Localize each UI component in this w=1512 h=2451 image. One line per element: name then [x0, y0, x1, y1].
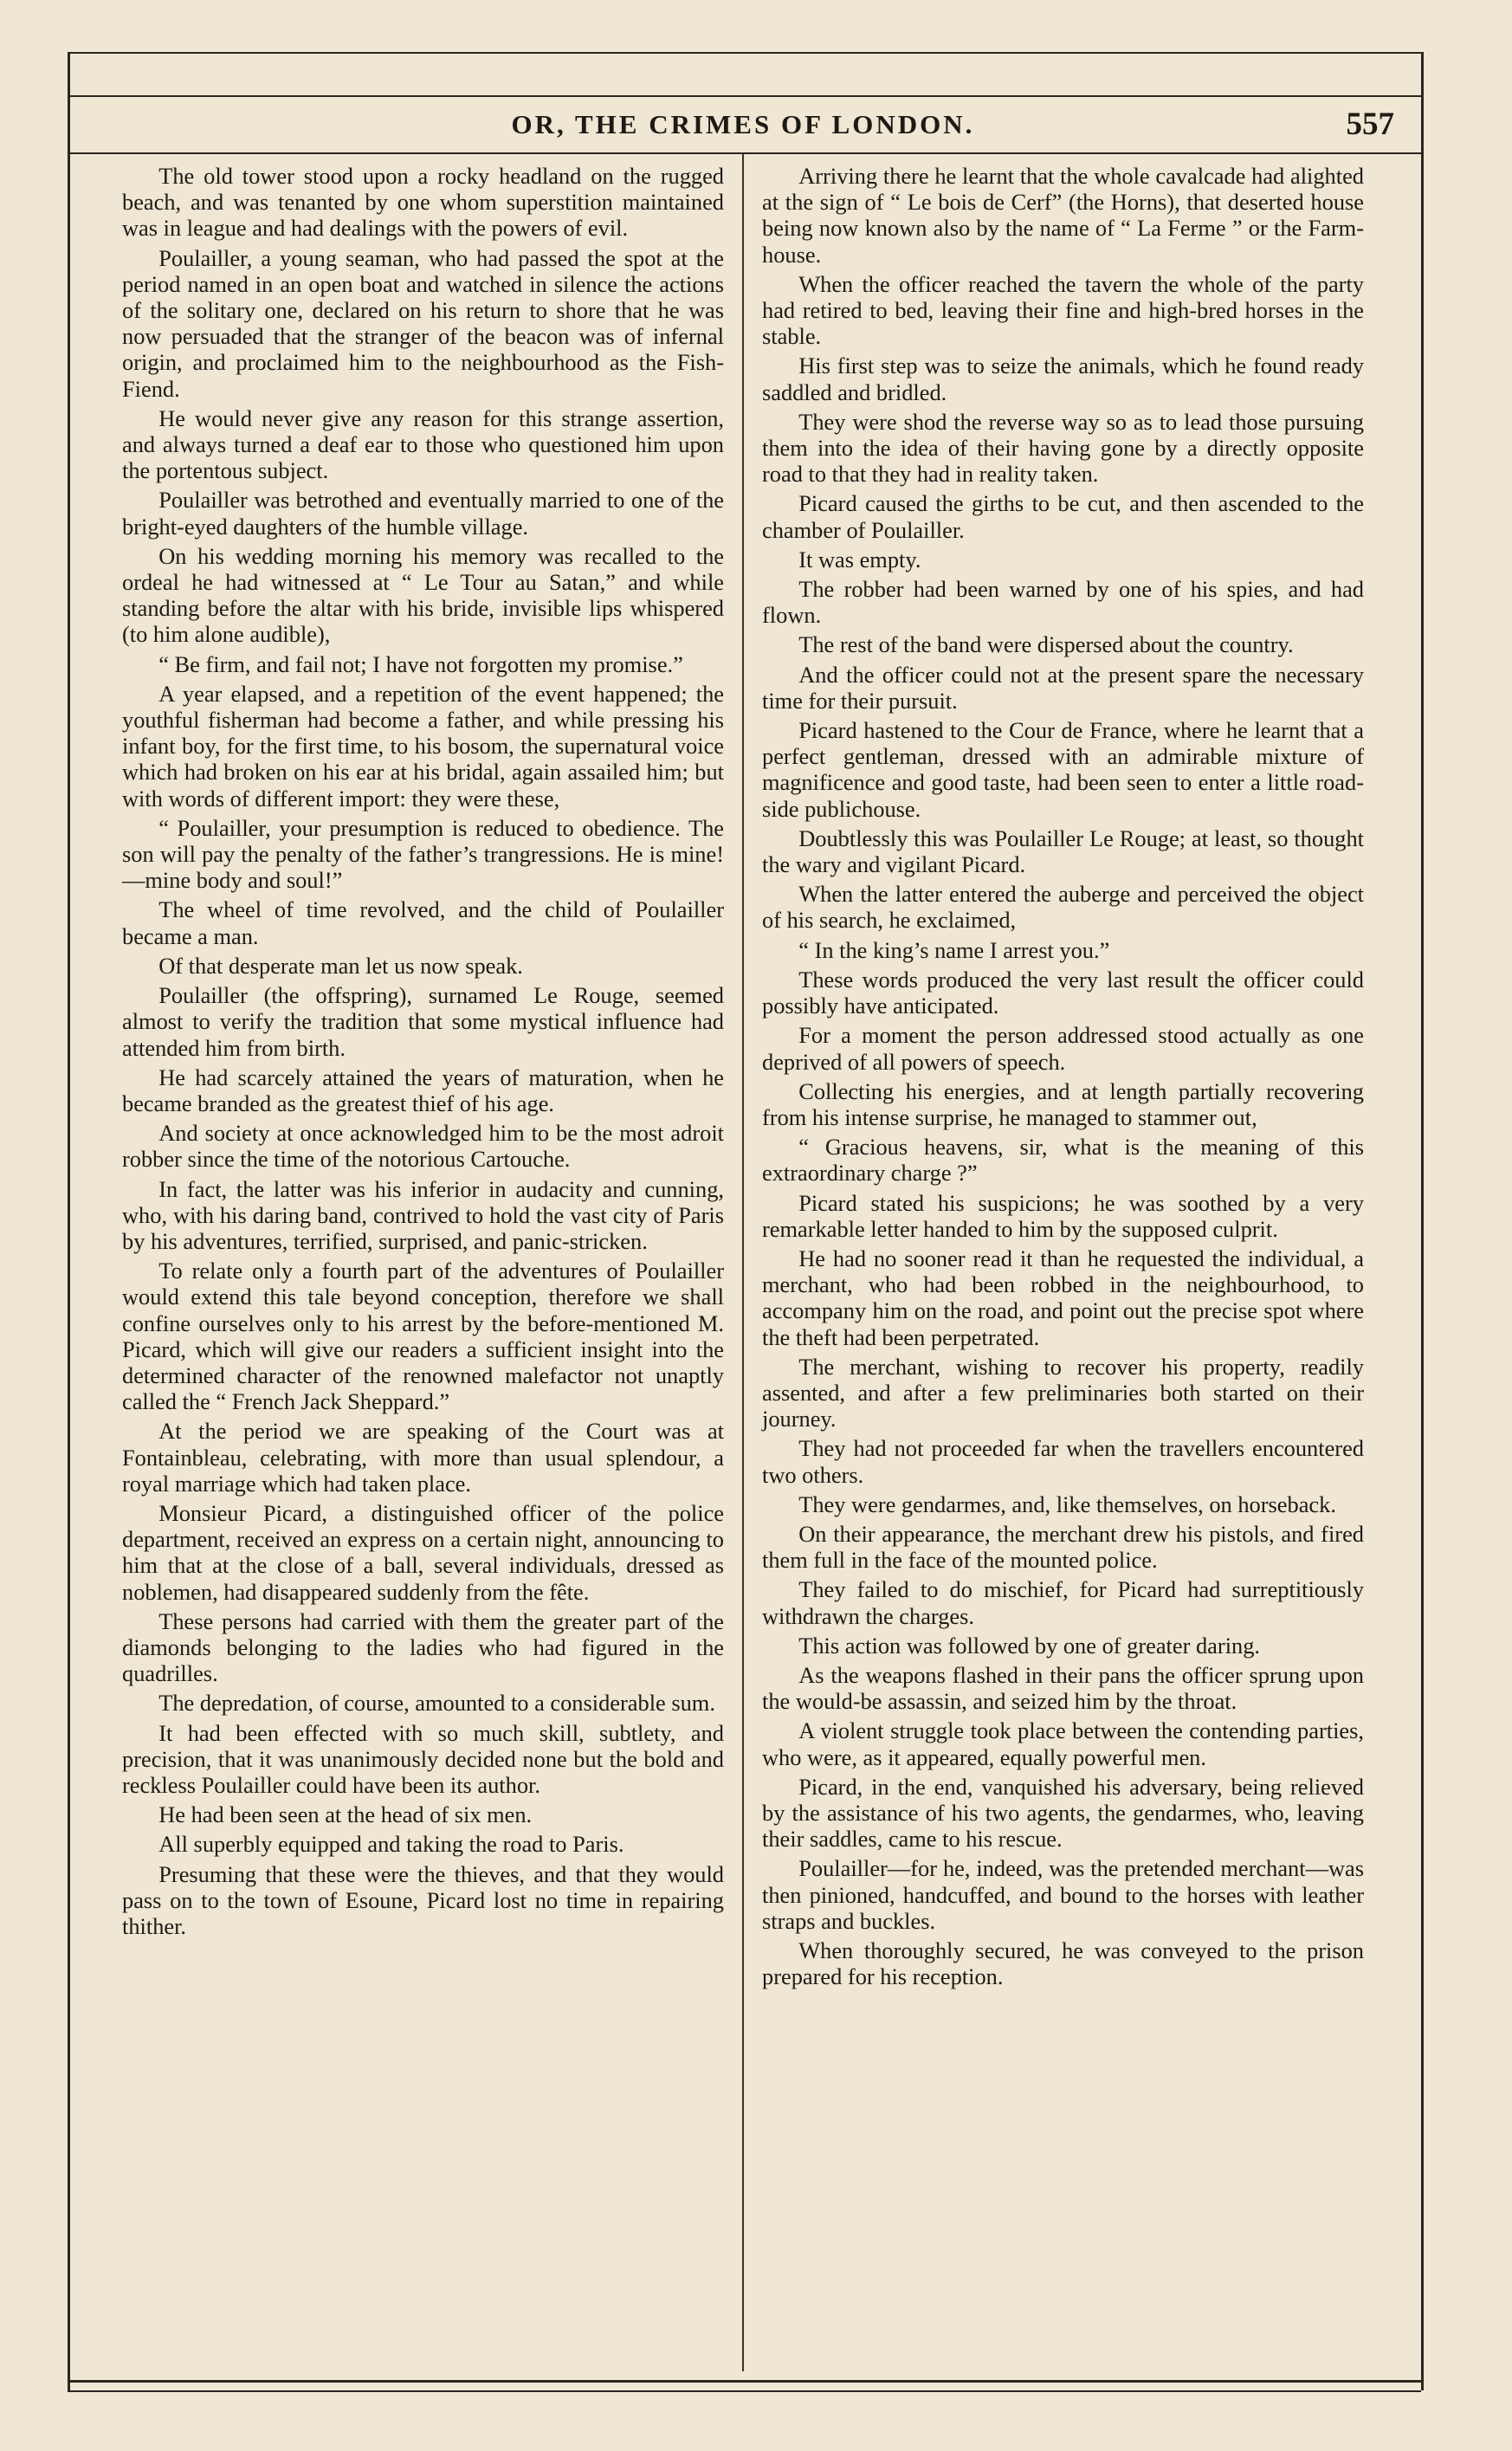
header-rule-bottom [68, 152, 1421, 154]
paragraph: Picard caused the girths to be cut, and then ascended to the chamber of Poulailler. [762, 490, 1364, 543]
paragraph: Poulailler (the offspring), surnamed Le Rouge, seemed almost to verify the tradition that some mystical influence had attended him from birth. [122, 982, 724, 1061]
paragraph: Monsieur Picard, a distinguished officer of the police department, received an express on a certain night, announcing to him that at the close of a ball, several individuals, dressed as noblemen, had disappeared suddenly from the fête. [122, 1499, 724, 1605]
paragraph: Poulailler, a young seaman, who had passed the spot at the period named in an open boat and watched in silence the actions of the solitary one, declared on his return to shore that he was now persuaded that the stranger of the beacon was of infernal origin, and proclaimed him to the neighbourhood as the Fish-Fiend. [122, 244, 724, 402]
paragraph: These words produced the very last result the officer could possibly have anticipated. [762, 966, 1364, 1019]
paragraph: And the officer could not at the present spare the necessary time for their pursuit. [762, 661, 1364, 714]
bottom-rule [68, 2380, 1421, 2383]
running-header [69, 102, 1417, 151]
paragraph: The merchant, wishing to recover his property, readily assented, and after a few preliminaries both started on their journey. [762, 1353, 1364, 1432]
paragraph: These persons had carried with them the greater part of the diamonds belonging to the ladies who had figured in the quadrilles. [122, 1607, 724, 1687]
paragraph: Collecting his energies, and at length partially recovering from his intense surprise, he managed to stammer out, [762, 1077, 1364, 1130]
paragraph: At the period we are speaking of the Court was at Fontainbleau, celebrating, with more than usual splendour, a royal marriage which had taken place. [122, 1418, 724, 1497]
paragraph: Presuming that these were the thieves, and that they would pass on to the town of Esoune, Picard lost no time in repairing thither. [122, 1860, 724, 1939]
paragraph: On his wedding morning his memory was recalled to the ordeal he had witnessed at “ Le Tour au Satan,” and while standing before the altar with his bride, invisible lips whispered (to him alone audible), [122, 542, 724, 648]
paragraph: The depredation, of course, amounted to a considerable sum. [158, 1690, 715, 1717]
column-divider [742, 154, 744, 2371]
paragraph: The robber had been warned by one of his spies, and had flown. [762, 576, 1364, 629]
right-column [762, 163, 1364, 1993]
paragraph: As the weapons flashed in their pans the officer sprung upon the would-be assassin, and seized him by the throat. [762, 1661, 1364, 1715]
paragraph: Of that desperate man let us now speak. [158, 952, 523, 979]
paragraph: On their appearance, the merchant drew his pistols, and fired them full in the face of the mounted police. [762, 1520, 1364, 1574]
paragraph: A year elapsed, and a repetition of the event happened; the youthful fisherman had become a father, and while pressing his infant boy, for the first time, to his bosom, the supernatural voice which had broken on his ear at his bridal, again assailed him; but with words of different import: they were these, [122, 680, 724, 812]
paragraph: Picard hastened to the Cour de France, where he learnt that a perfect gentleman, dressed with an admirable mixture of magnificence and good taste, had been seen to enter a little road-side publichouse. [762, 717, 1364, 822]
paragraph: “ Poulailler, your presumption is reduced to obedience. The son will pay the penalty of the father’s trangressions. He is mine!—mine body and soul!” [122, 814, 724, 894]
running-title: OR, THE CRIMES OF LONDON. [511, 109, 975, 139]
paragraph: They were shod the reverse way so as to lead those pursuing them into the idea of their having gone by a directly opposite road to that they had in reality taken. [762, 408, 1364, 488]
paragraph: When the latter entered the auberge and perceived the object of his search, he exclaimed, [762, 881, 1364, 934]
paragraph: It was empty. [798, 546, 921, 572]
paragraph: When thoroughly secured, he was conveyed to the prison prepared for his reception. [762, 1937, 1364, 1990]
paragraph: Arriving there he learnt that the whole cavalcade had alighted at the sign of “ Le bois de Cerf” (the Horns), that deserted house being now known also by the name of “ La Ferme ” or the Farm-house. [762, 163, 1364, 268]
paragraph: Doubtlessly this was Poulailler Le Rouge; at least, so thought the wary and vigilant Picard. [762, 825, 1364, 878]
paragraph: He had been seen at the head of six men. [158, 1801, 533, 1828]
paragraph: To relate only a fourth part of the adventures of Poulailler would extend this tale beyond conception, therefore we shall confine ourselves only to his arrest by the before-mentioned M. Picard, which will give our readers a sufficient insight into the determined character of the renowned malefactor not unaptly called the “ French Jack Sheppard.” [122, 1258, 724, 1415]
paragraph: Picard stated his suspicions; he was soothed by a very remarkable letter handed to him by the supposed culprit. [762, 1189, 1364, 1242]
paragraph: And society at once acknowledged him to be the most adroit robber since the time of the notorious Cartouche. [122, 1120, 724, 1173]
paragraph: The old tower stood upon a rocky headland on the rugged beach, and was tenanted by one whom superstition maintained was in league and had dealings with the powers of evil. [122, 163, 724, 242]
left-column [122, 163, 724, 1943]
paragraph: In fact, the latter was his inferior in audacity and cunning, who, with his daring band, contrived to hold the vast city of Paris by his adventures, terrified, surprised, and panic-stricken. [122, 1175, 724, 1254]
paragraph: The rest of the band were dispersed about the country. [798, 631, 1294, 658]
paragraph: His first step was to seize the animals, which he found ready saddled and bridled. [762, 352, 1364, 405]
paragraph: It had been effected with so much skill, subtlety, and precision, that it was unanimously decided none but the bold and reckless Poulailler could have been its author. [122, 1719, 724, 1798]
bottom-rule-double [68, 2390, 1421, 2392]
paragraph: “ Be firm, and fail not; I have not forgotten my promise.” [158, 650, 683, 677]
paragraph: The wheel of time revolved, and the child of Poulailler became a man. [122, 896, 724, 949]
paragraph: He would never give any reason for this strange assertion, and always turned a deaf ear to those who questioned him upon the portentous subject. [122, 404, 724, 484]
paragraph: Picard, in the end, vanquished his adversary, being relieved by the assistance of his two agents, the gendarmes, who, leaving their saddles, came to his rescue. [762, 1773, 1364, 1853]
paragraph: They were gendarmes, and, like themselves, on horseback. [798, 1491, 1336, 1517]
paragraph: Poulailler was betrothed and eventually married to one of the bright-eyed daughters of the humble village. [122, 487, 724, 540]
paragraph: All superbly equipped and taking the road to Paris. [158, 1831, 624, 1858]
paragraph: He had scarcely attained the years of maturation, when he became branded as the greatest thief of his age. [122, 1064, 724, 1116]
paragraph: Poulailler—for he, indeed, was the pretended merchant—was then pinioned, handcuffed, and bound to the horses with leather straps and buckles. [762, 1855, 1364, 1934]
paragraph: A violent struggle took place between the contending parties, who were, as it appeared, equally powerful men. [762, 1717, 1364, 1770]
page-number: 557 [1346, 107, 1394, 142]
paragraph: “ In the king’s name I arrest you.” [798, 936, 1110, 963]
paragraph: For a moment the person addressed stood actually as one deprived of all powers of speech. [762, 1022, 1364, 1075]
paragraph: He had no sooner read it than he requested the individual, a merchant, who had been robbed in the neighbourhood, to accompany him on the road, and point out the precise spot where the theft had been perpetrated. [762, 1245, 1364, 1350]
paragraph: They failed to do mischief, for Picard had surreptitiously withdrawn the charges. [762, 1576, 1364, 1629]
paragraph: This action was followed by one of greater daring. [798, 1632, 1261, 1659]
paragraph: When the officer reached the tavern the whole of the party had retired to bed, leaving their fine and high-bred horses in the stable. [762, 270, 1364, 350]
paragraph: “ Gracious heavens, sir, what is the meaning of this extraordinary charge ?” [762, 1134, 1364, 1187]
paragraph: They had not proceeded far when the travellers encountered two others. [762, 1435, 1364, 1488]
